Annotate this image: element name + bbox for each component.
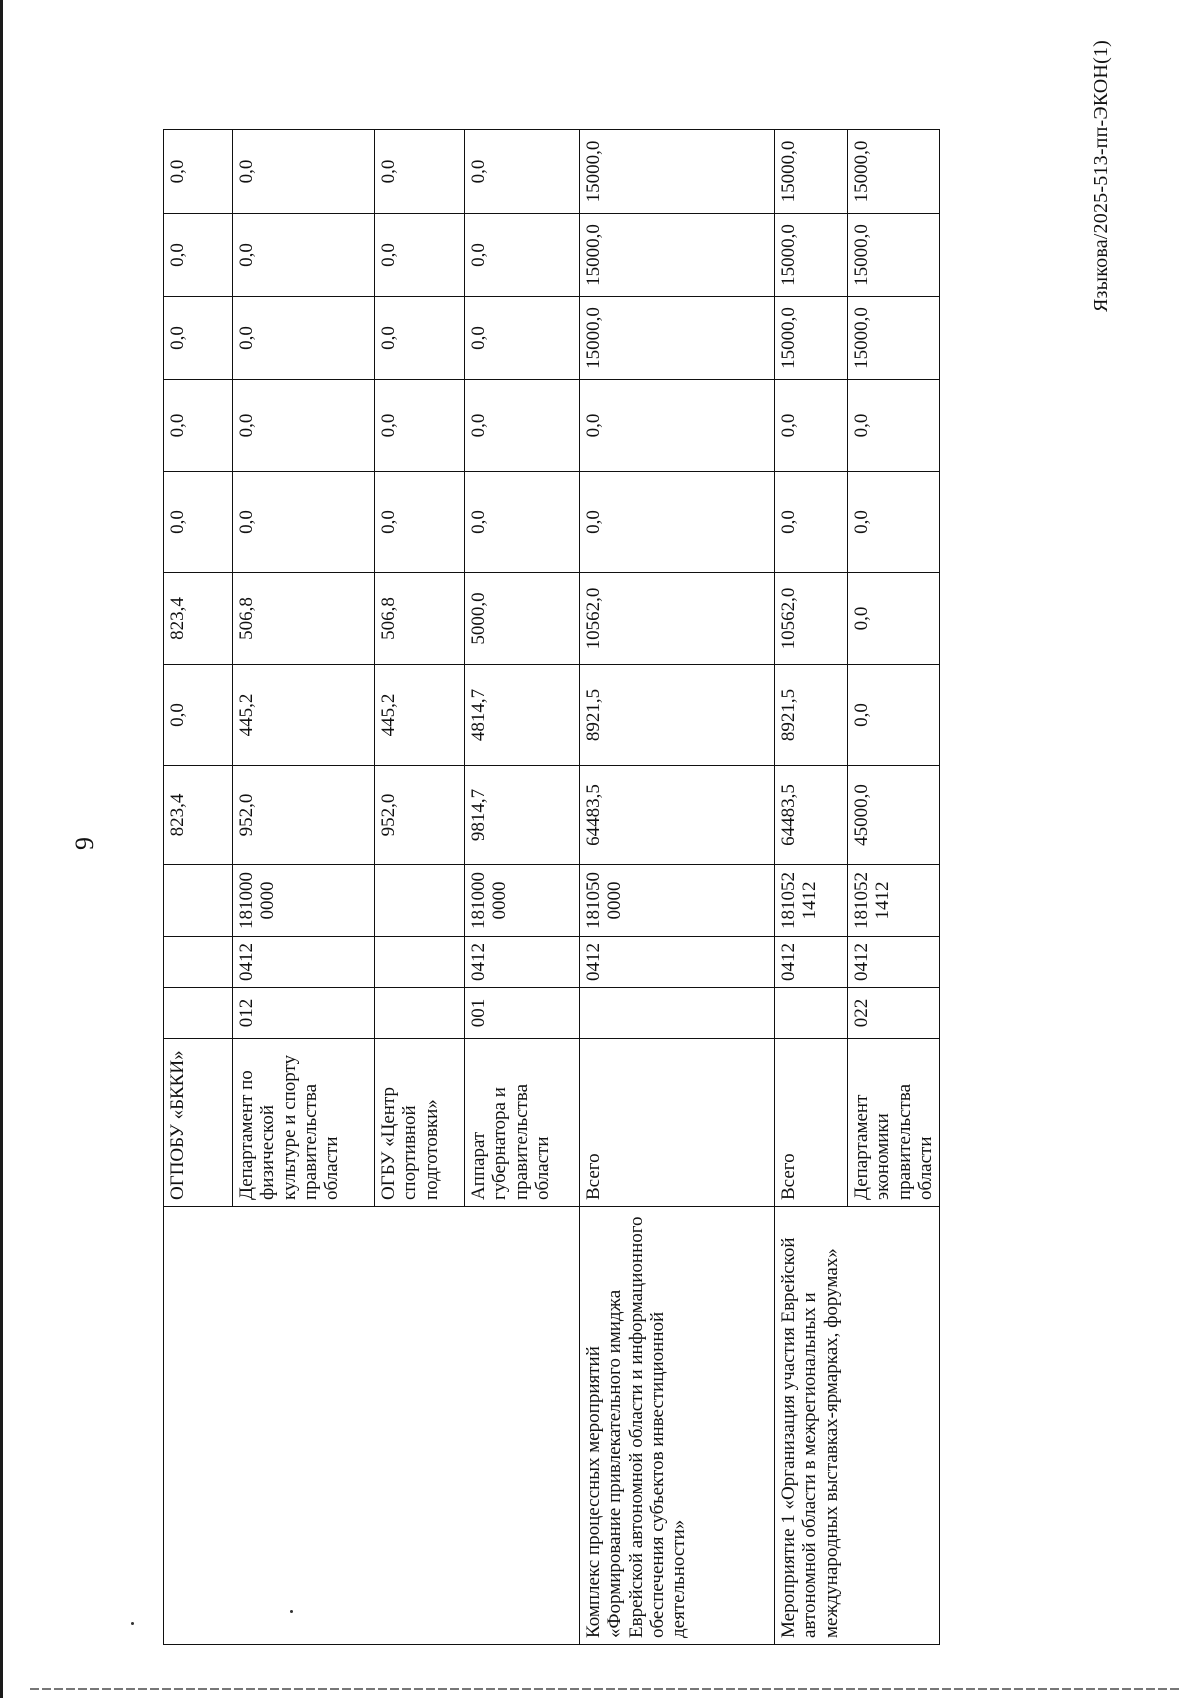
value-cell: 952,0 [233, 766, 375, 865]
value-cell: 8921,5 [580, 665, 775, 766]
value-cell: 5000,0 [465, 573, 580, 665]
value-cell: 445,2 [375, 665, 465, 766]
value-cell: 0,0 [375, 214, 465, 297]
value-cell: 10562,0 [775, 573, 848, 665]
executor-cell: Всего [775, 1039, 848, 1207]
rzpr-cell: 0412 [580, 937, 775, 988]
value-cell: 0,0 [465, 214, 580, 297]
rzpr-cell: 0412 [233, 937, 375, 988]
executor-cell: Департамент по физической культуре и спорту правительства области [233, 1039, 375, 1207]
value-cell: 823,4 [164, 766, 233, 865]
value-cell: 0,0 [233, 297, 375, 380]
value-cell: 0,0 [465, 297, 580, 380]
value-cell: 0,0 [775, 472, 848, 573]
value-cell: 15000,0 [848, 297, 940, 380]
value-cell: 15000,0 [848, 130, 940, 214]
value-cell: 952,0 [375, 766, 465, 865]
executor-cell: Аппарат губернатора и правительства области [465, 1039, 580, 1207]
rzpr-cell [375, 937, 465, 988]
csr-cell: 1810521412 [848, 865, 940, 937]
value-cell: 0,0 [233, 472, 375, 573]
budget-table [163, 129, 940, 1645]
value-cell: 0,0 [233, 130, 375, 214]
value-cell: 0,0 [580, 380, 775, 472]
value-cell: 0,0 [465, 380, 580, 472]
value-cell: 4814,7 [465, 665, 580, 766]
grbs-cell [164, 988, 233, 1039]
grbs-cell: 001 [465, 988, 580, 1039]
page-number: 9 [70, 837, 99, 850]
value-cell: 9814,7 [465, 766, 580, 865]
value-cell: 64483,5 [580, 766, 775, 865]
value-cell: 0,0 [375, 380, 465, 472]
table-row [164, 130, 233, 1645]
grbs-cell [775, 988, 848, 1039]
value-cell: 0,0 [775, 380, 848, 472]
value-cell: 15000,0 [775, 214, 848, 297]
value-cell: 15000,0 [848, 214, 940, 297]
value-cell: 0,0 [375, 297, 465, 380]
value-cell: 15000,0 [775, 130, 848, 214]
value-cell: 0,0 [580, 472, 775, 573]
value-cell: 0,0 [164, 380, 233, 472]
value-cell: 0,0 [233, 380, 375, 472]
grbs-cell: 012 [233, 988, 375, 1039]
value-cell: 445,2 [233, 665, 375, 766]
document-reference: Языкова/2025-513-пп-ЭКОН(1) [1090, 40, 1112, 313]
value-cell: 10562,0 [580, 573, 775, 665]
table-row [775, 130, 848, 1645]
value-cell: 823,4 [164, 573, 233, 665]
csr-cell [375, 865, 465, 937]
value-cell: 64483,5 [775, 766, 848, 865]
csr-cell: 1810000000 [233, 865, 375, 937]
executor-cell: Всего [580, 1039, 775, 1207]
table-row [580, 130, 775, 1645]
value-cell: 45000,0 [848, 766, 940, 865]
rzpr-cell: 0412 [848, 937, 940, 988]
csr-cell: 1810521412 [775, 865, 848, 937]
rzpr-cell: 0412 [465, 937, 580, 988]
value-cell: 0,0 [164, 297, 233, 380]
value-cell: 0,0 [233, 214, 375, 297]
value-cell: 15000,0 [580, 214, 775, 297]
executor-cell: ОГБУ «Центр спортивной подготовки» [375, 1039, 465, 1207]
value-cell: 15000,0 [580, 130, 775, 214]
program-cell: Комплекс процессных мероприятий «Формирование привлекательного имиджа Еврейской автономной области и информационного обеспечения субъектов инвестиционной деятельности» [580, 1207, 775, 1645]
value-cell: 0,0 [164, 130, 233, 214]
value-cell: 8921,5 [775, 665, 848, 766]
value-cell: 506,8 [375, 573, 465, 665]
csr-cell [164, 865, 233, 937]
grbs-cell [580, 988, 775, 1039]
value-cell: 0,0 [465, 472, 580, 573]
value-cell: 0,0 [164, 214, 233, 297]
grbs-cell [375, 988, 465, 1039]
grbs-cell: 022 [848, 988, 940, 1039]
executor-cell: Департамент экономики правительства области [848, 1039, 940, 1207]
rotated-page [0, 10, 1190, 1690]
value-cell: 0,0 [465, 130, 580, 214]
program-cell: Мероприятие 1 «Организация участия Еврейской автономной области в межрегиональных и международных выставках-ярмарках, форумах» [775, 1207, 940, 1645]
rzpr-cell [164, 937, 233, 988]
value-cell: 15000,0 [580, 297, 775, 380]
program-cell-empty [164, 1207, 580, 1645]
value-cell: 0,0 [164, 472, 233, 573]
executor-cell: ОГПОБУ «БККИ» [164, 1039, 233, 1207]
value-cell: 0,0 [848, 380, 940, 472]
csr-cell: 1810000000 [465, 865, 580, 937]
rzpr-cell: 0412 [775, 937, 848, 988]
value-cell: 0,0 [848, 665, 940, 766]
value-cell: 0,0 [848, 472, 940, 573]
value-cell: 506,8 [233, 573, 375, 665]
value-cell: 0,0 [848, 573, 940, 665]
csr-cell: 1810500000 [580, 865, 775, 937]
value-cell: 0,0 [164, 665, 233, 766]
value-cell: 15000,0 [775, 297, 848, 380]
value-cell: 0,0 [375, 472, 465, 573]
value-cell: 0,0 [375, 130, 465, 214]
